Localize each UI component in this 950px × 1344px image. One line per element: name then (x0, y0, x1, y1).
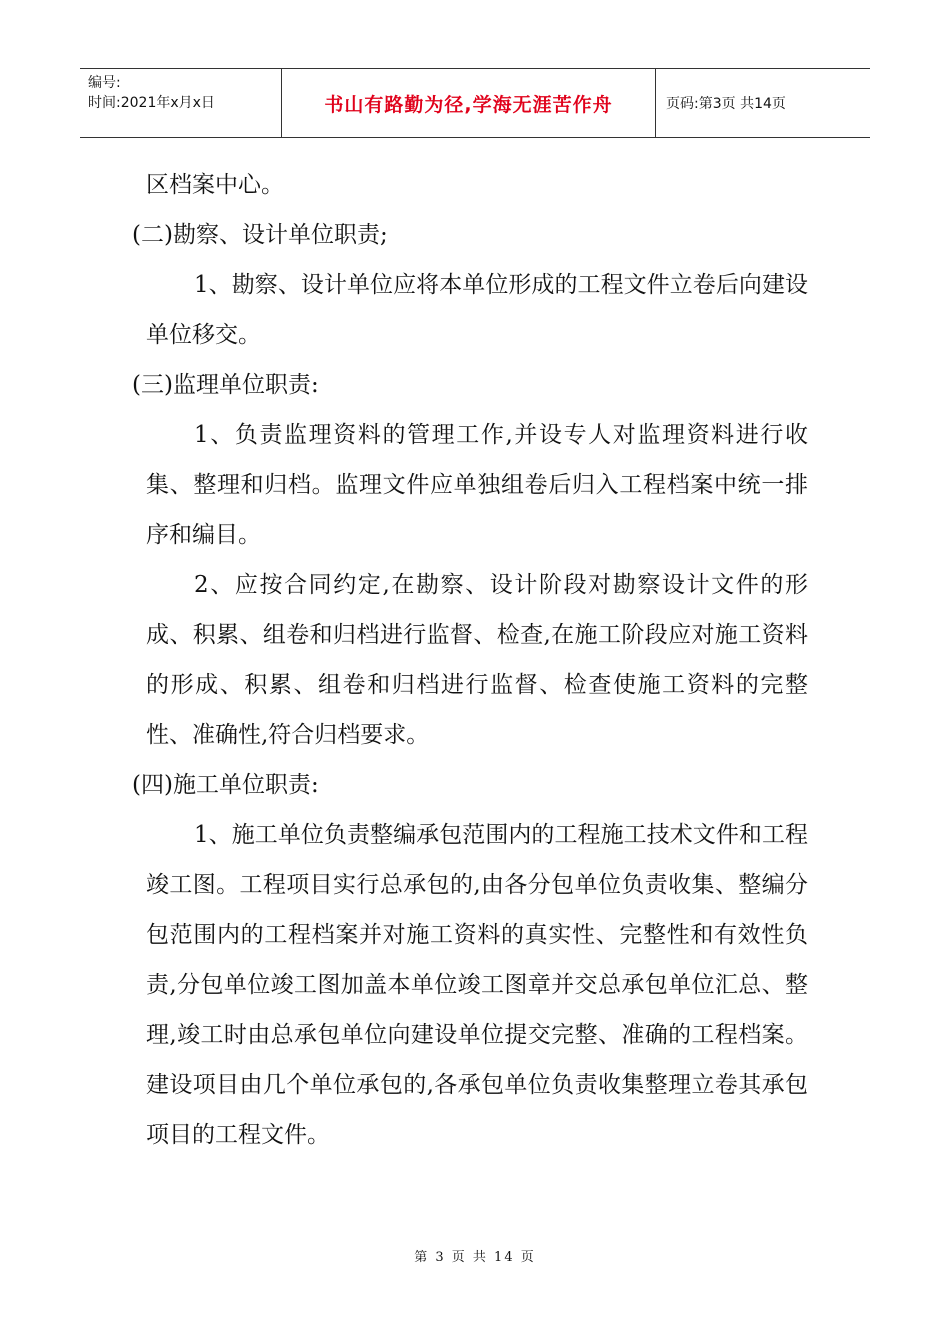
paragraph: 1、负责监理资料的管理工作,并设专人对监理资料进行收集、整理和归档。监理文件应单独组卷后归入工程档案中统一排序和编目。 (146, 422, 808, 548)
header-page-info: 页码:第3页 共14页 (666, 96, 786, 112)
paragraph: 1、勘察、设计单位应将本单位形成的工程文件立卷后向建设单位移交。 (146, 272, 808, 348)
section-heading: (四)施工单位职责: (132, 772, 319, 798)
paragraph: 2、应按合同约定,在勘察、设计阶段对勘察设计文件的形成、积累、组卷和归档进行监督、检查,在施工阶段应对施工资料的形成、积累、组卷和归档进行监督、检查使施工资料的完整性、准确性,符合归档要求。 (146, 572, 808, 748)
section-heading: (三)监理单位职责: (132, 372, 319, 398)
header-motto: 书山有路勤为径,学海无涯苦作舟 (282, 69, 656, 137)
paragraph: 区档案中心。 (146, 172, 284, 198)
page-footer: 第 3 页 共 14 页 (414, 1250, 536, 1265)
document-date: 时间:2021年x月x日 (88, 95, 215, 111)
header-meta (80, 69, 282, 137)
section-heading: (二)勘察、设计单位职责; (132, 222, 388, 248)
document-body (132, 160, 808, 1160)
document-number-label: 编号: (88, 75, 121, 91)
page-header (80, 68, 870, 138)
paragraph: 1、施工单位负责整编承包范围内的工程施工技术文件和工程竣工图。工程项目实行总承包的,由各分包单位负责收集、整编分包范围内的工程档案并对施工资料的真实性、完整性和有效性负责,分包单位竣工图加盖本单位竣工图章并交总承包单位汇总、整理,竣工时由总承包单位向建设单位提交完整、准确的工程档案。建设项目由几个单位承包的,各承包单位负责收集整理立卷其承包项目的工程文件。 (146, 822, 808, 1148)
